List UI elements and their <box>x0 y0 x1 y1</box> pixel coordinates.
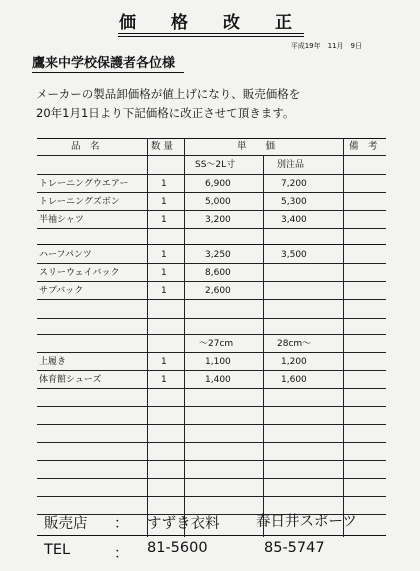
row-price-large: 1,600 <box>281 375 307 385</box>
subheader-custom: 別注品 <box>277 160 305 170</box>
table-rule <box>37 388 386 389</box>
table-rule <box>37 299 386 300</box>
row-price-standard: 5,000 <box>205 197 231 207</box>
table-rule <box>37 352 386 353</box>
row-price-standard: 2,600 <box>205 286 231 296</box>
row-price-custom: 7,200 <box>281 179 307 189</box>
table-rule <box>37 318 386 319</box>
header-qty: 数 量 <box>151 141 174 152</box>
row-name: サブバック <box>39 286 84 296</box>
table-rule <box>37 174 386 175</box>
row-qty: 1 <box>161 357 167 367</box>
shoe-subheader-large: 28cm～ <box>277 339 312 349</box>
row-price-standard: 8,600 <box>205 268 231 278</box>
column-divider <box>343 138 344 537</box>
row-qty: 1 <box>161 375 167 385</box>
header-price: 単 価 <box>237 141 276 152</box>
table-rule <box>37 460 386 461</box>
table-rule <box>37 228 386 229</box>
row-price-standard: 3,200 <box>205 215 231 225</box>
row-name: スリーウェイバック <box>39 268 120 278</box>
table-rule <box>37 406 386 407</box>
table-rule <box>37 334 386 335</box>
shoe-subheader-small: ～27cm <box>199 339 234 349</box>
shop-label: 販売店 <box>44 516 88 532</box>
recipient: 鷹来中学校保護者各位様 <box>32 56 176 71</box>
price-table <box>37 138 386 537</box>
tel-number-2: 85-5747 <box>264 540 325 556</box>
row-price-standard: 6,900 <box>205 179 231 189</box>
shop-name-2: 春日井スポーツ <box>256 514 357 530</box>
row-price-standard: 3,250 <box>205 250 231 260</box>
table-rule <box>37 478 386 479</box>
table-rule <box>37 424 386 425</box>
recipient-underline <box>32 72 184 73</box>
row-price-small: 1,100 <box>205 357 231 367</box>
table-rule <box>37 155 386 156</box>
price-sub-divider <box>263 155 264 537</box>
table-bottom-rule <box>37 535 386 536</box>
row-qty: 1 <box>161 268 167 278</box>
shop-name-1: すずき衣料 <box>147 516 220 532</box>
tel-label: TEL <box>44 542 71 558</box>
row-name: トレーニングズボン <box>39 197 120 207</box>
table-rule <box>37 370 386 371</box>
table-rule <box>37 442 386 443</box>
table-rule <box>37 244 386 245</box>
row-name: トレーニングウエアー <box>39 179 129 189</box>
tel-colon: ： <box>114 546 129 562</box>
subheader-standard: SS～2L寸 <box>195 160 236 170</box>
row-qty: 1 <box>161 197 167 207</box>
row-qty: 1 <box>161 250 167 260</box>
row-name: 上履き <box>39 357 67 367</box>
title-underline <box>118 33 304 34</box>
header-item: 品 名 <box>71 141 100 152</box>
document-title: 価 格 改 正 <box>119 13 301 33</box>
row-price-large: 1,200 <box>281 357 307 367</box>
title-underline-inner <box>118 36 304 37</box>
column-divider <box>147 138 148 537</box>
message-line-1: メーカーの製品卸価格が値上げになり、販売価格を <box>36 87 301 101</box>
table-rule <box>37 210 386 211</box>
table-rule <box>37 281 386 282</box>
table-rule <box>37 192 386 193</box>
row-price-custom: 3,500 <box>281 250 307 260</box>
table-rule <box>37 263 386 264</box>
tel-number-1: 81-5600 <box>147 540 208 556</box>
row-price-custom: 5,300 <box>281 197 307 207</box>
row-qty: 1 <box>161 215 167 225</box>
row-price-custom: 3,400 <box>281 215 307 225</box>
header-note: 備 考 <box>349 141 378 152</box>
shop-colon: ： <box>114 516 129 532</box>
row-name: 体育館シューズ <box>39 375 102 385</box>
row-price-small: 1,400 <box>205 375 231 385</box>
message-line-2: 20年1月1日より下記価格に改正させて頂きます。 <box>36 106 295 120</box>
row-qty: 1 <box>161 286 167 296</box>
table-top-rule <box>37 138 386 139</box>
row-name: 半袖シャツ <box>39 215 84 225</box>
issue-date: 平成19年 11月 9日 <box>290 42 362 50</box>
row-qty: 1 <box>161 179 167 189</box>
column-divider <box>184 138 185 537</box>
row-name: ハーフパンツ <box>39 250 92 260</box>
table-rule <box>37 496 386 497</box>
